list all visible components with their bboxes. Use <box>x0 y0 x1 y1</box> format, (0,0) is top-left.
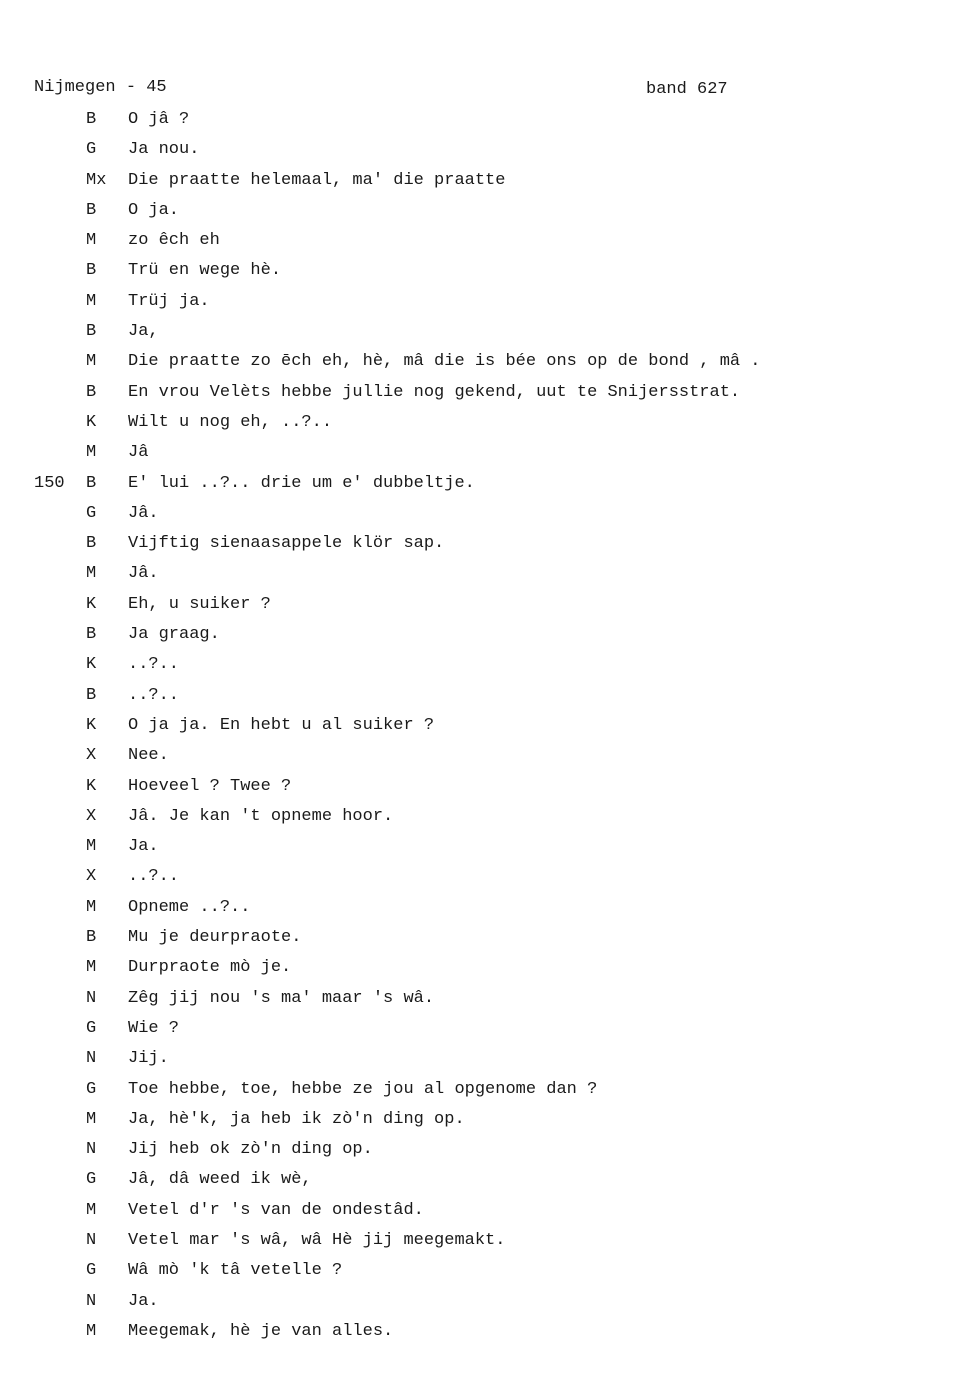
speaker-code: N <box>86 1291 97 1311</box>
transcript-line <box>0 137 973 167</box>
speaker-code: X <box>86 806 97 826</box>
speaker-code: M <box>86 1321 97 1341</box>
transcript-line <box>0 440 973 470</box>
transcript-line <box>0 925 973 955</box>
speaker-code: K <box>86 715 97 735</box>
utterance-text: Hoeveel ? Twee ? <box>128 776 292 796</box>
utterance-text: Meegemak, hè je van alles. <box>128 1321 394 1341</box>
utterance-text: Jij heb ok zò'n ding op. <box>128 1140 373 1160</box>
transcript-line <box>0 774 973 804</box>
speaker-code: B <box>86 534 97 554</box>
utterance-text: Toe hebbe, toe, hebbe ze jou al opgenome dan ? <box>128 1079 598 1099</box>
speaker-code: N <box>86 988 97 1008</box>
utterance-text: ..?.. <box>128 655 180 675</box>
utterance-text: Vetel d'r 's van de ondestâd. <box>128 1200 424 1220</box>
speaker-code: N <box>86 1049 97 1069</box>
utterance-text: Trü en wege hè. <box>128 261 282 281</box>
transcript-line <box>0 531 973 561</box>
transcript-line <box>0 713 973 743</box>
speaker-code: X <box>86 746 97 766</box>
speaker-code: G <box>86 503 97 523</box>
speaker-code: G <box>86 1079 97 1099</box>
transcript-line <box>0 986 973 1016</box>
transcript-line <box>0 1319 973 1349</box>
utterance-text: Opneme ..?.. <box>128 897 251 917</box>
page-header-tape: band 627 <box>646 80 728 99</box>
transcript-line <box>0 1228 973 1258</box>
utterance-text: O jâ ? <box>128 110 190 129</box>
speaker-code: B <box>86 110 97 129</box>
transcript-line <box>0 1107 973 1137</box>
speaker-code: Mx <box>86 170 107 190</box>
transcript-line <box>0 1198 973 1228</box>
transcript-line <box>0 410 973 440</box>
utterance-text: Jij. <box>128 1049 169 1069</box>
speaker-code: G <box>86 1261 97 1281</box>
transcript-line <box>0 471 973 501</box>
speaker-code: X <box>86 867 97 887</box>
speaker-code: B <box>86 200 97 220</box>
speaker-code: M <box>86 1109 97 1129</box>
transcript-line <box>0 198 973 228</box>
transcript-line <box>0 1137 973 1167</box>
utterance-text: Wâ mò 'k tâ vetelle ? <box>128 1261 343 1281</box>
speaker-code: B <box>86 261 97 281</box>
transcript-line <box>0 1046 973 1076</box>
transcript-line <box>0 501 973 531</box>
utterance-text: En vrou Velèts hebbe jullie nog gekend, uut te Snijersstrat. <box>128 382 741 402</box>
utterance-text: Ja nou. <box>128 140 200 160</box>
utterance-text: Jâ. Je kan 't opneme hoor. <box>128 806 394 826</box>
utterance-text: Zêg jij nou 's ma' maar 's wâ. <box>128 988 435 1008</box>
transcript-line <box>0 289 973 319</box>
utterance-text: Durpraote mò je. <box>128 958 292 978</box>
transcript-line <box>0 1258 973 1288</box>
speaker-code: G <box>86 1170 97 1190</box>
utterance-text: Vetel mar 's wâ, wâ Hè jij meegemakt. <box>128 1230 506 1250</box>
transcript-line <box>0 864 973 894</box>
transcript-line <box>0 258 973 288</box>
speaker-code: G <box>86 1018 97 1038</box>
speaker-code: K <box>86 594 97 614</box>
transcript-line <box>0 349 973 379</box>
utterance-text: Wilt u nog eh, ..?.. <box>128 412 333 432</box>
page-header-location: Nijmegen - 45 <box>34 78 167 97</box>
utterance-text: Ja graag. <box>128 625 220 645</box>
speaker-code: K <box>86 412 97 432</box>
speaker-code: N <box>86 1140 97 1160</box>
transcript-line <box>0 561 973 591</box>
speaker-code: M <box>86 837 97 857</box>
utterance-text: Jâ. <box>128 564 159 584</box>
transcript-line <box>0 652 973 682</box>
speaker-code: K <box>86 655 97 675</box>
utterance-text: Vijftig sienaasappele klör sap. <box>128 534 445 554</box>
utterance-text: Jâ <box>128 443 149 463</box>
utterance-text: Mu je deurpraote. <box>128 928 302 948</box>
utterance-text: E' lui ..?.. drie um e' dubbeltje. <box>128 473 475 493</box>
transcript-line <box>0 380 973 410</box>
speaker-code: B <box>86 382 97 402</box>
utterance-text: Trüj ja. <box>128 291 210 311</box>
speaker-code: M <box>86 958 97 978</box>
utterance-text: Die praatte zo ēch eh, hè, mâ die is bée ons op de bond , mâ . <box>128 352 761 372</box>
transcript-line <box>0 1077 973 1107</box>
speaker-code: B <box>86 685 97 705</box>
transcript-line <box>0 107 973 137</box>
utterance-text: O ja ja. En hebt u al suiker ? <box>128 715 435 735</box>
transcript-line <box>0 319 973 349</box>
transcript-lines <box>0 107 973 1349</box>
transcript-line <box>0 683 973 713</box>
speaker-code: B <box>86 928 97 948</box>
speaker-code: B <box>86 625 97 645</box>
utterance-text: Jâ. <box>128 503 159 523</box>
transcript-line <box>0 834 973 864</box>
utterance-text: O ja. <box>128 200 180 220</box>
speaker-code: M <box>86 352 97 372</box>
transcript-line <box>0 228 973 258</box>
transcript-line <box>0 1167 973 1197</box>
speaker-code: M <box>86 291 97 311</box>
speaker-code: M <box>86 897 97 917</box>
utterance-text: Eh, u suiker ? <box>128 594 271 614</box>
speaker-code: M <box>86 443 97 463</box>
transcript-line <box>0 1289 973 1319</box>
transcript-line <box>0 622 973 652</box>
speaker-code: K <box>86 776 97 796</box>
transcript-line <box>0 743 973 773</box>
utterance-text: Ja, <box>128 322 159 342</box>
speaker-code: M <box>86 564 97 584</box>
transcript-line <box>0 1016 973 1046</box>
speaker-code: M <box>86 231 97 251</box>
transcript-line <box>0 804 973 834</box>
transcript-line <box>0 592 973 622</box>
speaker-code: M <box>86 1200 97 1220</box>
utterance-text: Jâ, dâ weed ik wè, <box>128 1170 312 1190</box>
line-number: 150 <box>34 473 65 493</box>
speaker-code: B <box>86 322 97 342</box>
utterance-text: zo êch eh <box>128 231 220 251</box>
utterance-text: Ja, hè'k, ja heb ik zò'n ding op. <box>128 1109 465 1129</box>
speaker-code: N <box>86 1230 97 1250</box>
utterance-text: ..?.. <box>128 685 180 705</box>
utterance-text: Die praatte helemaal, ma' die praatte <box>128 170 506 190</box>
utterance-text: Ja. <box>128 837 159 857</box>
utterance-text: Nee. <box>128 746 169 766</box>
transcript-line <box>0 895 973 925</box>
utterance-text: ..?.. <box>128 867 180 887</box>
transcript-line <box>0 955 973 985</box>
utterance-text: Ja. <box>128 1291 159 1311</box>
utterance-text: Wie ? <box>128 1018 180 1038</box>
speaker-code: B <box>86 473 97 493</box>
transcript-line <box>0 168 973 198</box>
speaker-code: G <box>86 140 97 160</box>
